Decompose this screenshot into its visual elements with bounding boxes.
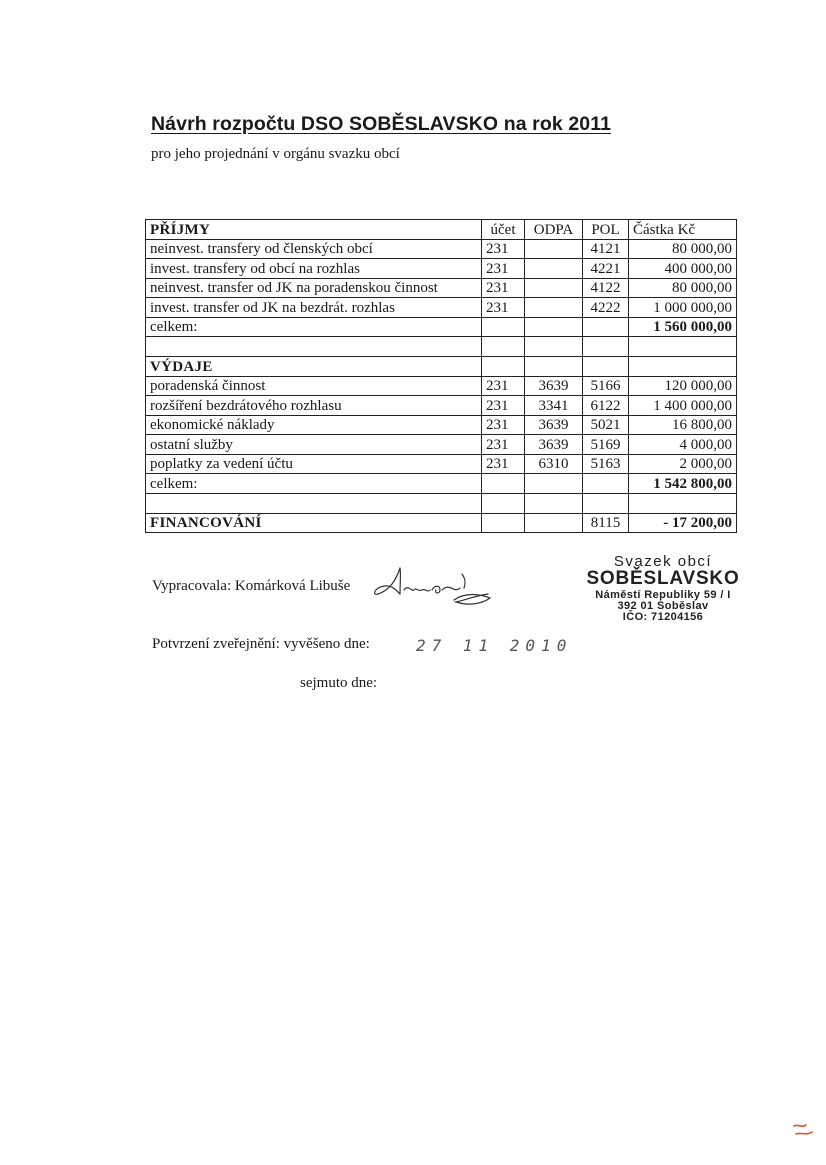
row-odpa xyxy=(525,278,583,298)
table-row xyxy=(146,415,737,435)
row-label: neinvest. transfer od JK na poradenskou činnost xyxy=(146,278,482,298)
handwritten-signature xyxy=(370,560,500,610)
row-odpa: 6310 xyxy=(525,454,583,474)
financovani-label: FINANCOVÁNÍ xyxy=(146,513,482,533)
row-label: ekonomické náklady xyxy=(146,415,482,435)
row-label: invest. transfer od JK na bezdrát. rozhlas xyxy=(146,298,482,318)
column-header-ucet: účet xyxy=(482,220,525,240)
row-ucet: 231 xyxy=(482,239,525,259)
vydaje-total-row xyxy=(146,474,737,494)
row-pol: 4122 xyxy=(583,278,629,298)
row-odpa xyxy=(525,298,583,318)
column-header-odpa: ODPA xyxy=(525,220,583,240)
row-ucet: 231 xyxy=(482,454,525,474)
removal-label: sejmuto dne: xyxy=(300,675,378,691)
row-castka: 1 000 000,00 xyxy=(629,298,737,318)
row-pol: 5021 xyxy=(583,415,629,435)
row-pol: 4222 xyxy=(583,298,629,318)
table-row xyxy=(146,259,737,279)
financovani-row xyxy=(146,513,737,533)
row-pol: 5166 xyxy=(583,376,629,396)
financovani-amount: - 17 200,00 xyxy=(629,513,737,533)
row-label: neinvest. transfery od členských obcí xyxy=(146,239,482,259)
column-header-castka: Částka Kč xyxy=(629,220,737,240)
row-odpa xyxy=(525,259,583,279)
document-subtitle: pro jeho projednání v orgánu svazku obcí xyxy=(151,146,400,162)
vydaje-total-label: celkem: xyxy=(146,474,482,494)
column-header-pol: POL xyxy=(583,220,629,240)
row-ucet: 231 xyxy=(482,435,525,455)
prijmy-total-label: celkem: xyxy=(146,317,482,337)
budget-table xyxy=(145,219,737,533)
row-odpa: 3639 xyxy=(525,376,583,396)
prijmy-total-row xyxy=(146,317,737,337)
table-row xyxy=(146,298,737,318)
row-label: rozšíření bezdrátového rozhlasu xyxy=(146,396,482,416)
row-pol: 5163 xyxy=(583,454,629,474)
row-odpa: 3639 xyxy=(525,435,583,455)
table-row xyxy=(146,376,737,396)
row-pol: 6122 xyxy=(583,396,629,416)
row-castka: 80 000,00 xyxy=(629,278,737,298)
vydaje-header-row xyxy=(146,357,737,377)
spacer-row xyxy=(146,493,737,513)
row-castka: 400 000,00 xyxy=(629,259,737,279)
stamp-line-3: Náměstí Republiky 59 / I xyxy=(595,589,731,601)
table-row xyxy=(146,435,737,455)
row-odpa xyxy=(525,239,583,259)
row-ucet: 231 xyxy=(482,298,525,318)
scan-mark-icon xyxy=(790,1120,820,1140)
organization-stamp xyxy=(568,553,758,623)
table-row xyxy=(146,278,737,298)
row-label: poplatky za vedení účtu xyxy=(146,454,482,474)
row-pol: 4221 xyxy=(583,259,629,279)
prepared-by: Vypracovala: Komárková Libuše xyxy=(152,578,351,594)
row-pol: 4121 xyxy=(583,239,629,259)
table-header-row xyxy=(146,220,737,240)
stamp-line-5: IČO: 71204156 xyxy=(622,611,704,623)
row-castka: 120 000,00 xyxy=(629,376,737,396)
row-odpa: 3639 xyxy=(525,415,583,435)
handwritten-publication-date: 27 11 2010 xyxy=(416,636,573,655)
row-castka: 80 000,00 xyxy=(629,239,737,259)
stamp-line-2: SOBĚSLAVSKO xyxy=(586,568,740,589)
row-castka: 4 000,00 xyxy=(629,435,737,455)
row-castka: 1 400 000,00 xyxy=(629,396,737,416)
vydaje-total-amount: 1 542 800,00 xyxy=(629,474,737,494)
financovani-pol: 8115 xyxy=(583,513,629,533)
row-ucet: 231 xyxy=(482,396,525,416)
spacer-row xyxy=(146,337,737,357)
section-heading-prijmy: PŘÍJMY xyxy=(146,220,482,240)
prijmy-total-amount: 1 560 000,00 xyxy=(629,317,737,337)
row-castka: 2 000,00 xyxy=(629,454,737,474)
table-row xyxy=(146,239,737,259)
row-odpa: 3341 xyxy=(525,396,583,416)
publication-label: Potvrzení zveřejnění: vyvěšeno dne: xyxy=(152,636,370,652)
row-label: ostatní služby xyxy=(146,435,482,455)
table-row xyxy=(146,454,737,474)
table-row xyxy=(146,396,737,416)
row-ucet: 231 xyxy=(482,278,525,298)
stamp-line-4: 392 01 Soběslav xyxy=(617,600,709,612)
document-title: Návrh rozpočtu DSO SOBĚSLAVSKO na rok 2011 xyxy=(151,113,612,135)
row-ucet: 231 xyxy=(482,415,525,435)
row-castka: 16 800,00 xyxy=(629,415,737,435)
row-label: poradenská činnost xyxy=(146,376,482,396)
row-ucet: 231 xyxy=(482,259,525,279)
stamp-line-1: Svazek obcí xyxy=(613,553,713,570)
row-label: invest. transfery od obcí na rozhlas xyxy=(146,259,482,279)
section-heading-vydaje: VÝDAJE xyxy=(146,357,482,377)
row-ucet: 231 xyxy=(482,376,525,396)
row-pol: 5169 xyxy=(583,435,629,455)
